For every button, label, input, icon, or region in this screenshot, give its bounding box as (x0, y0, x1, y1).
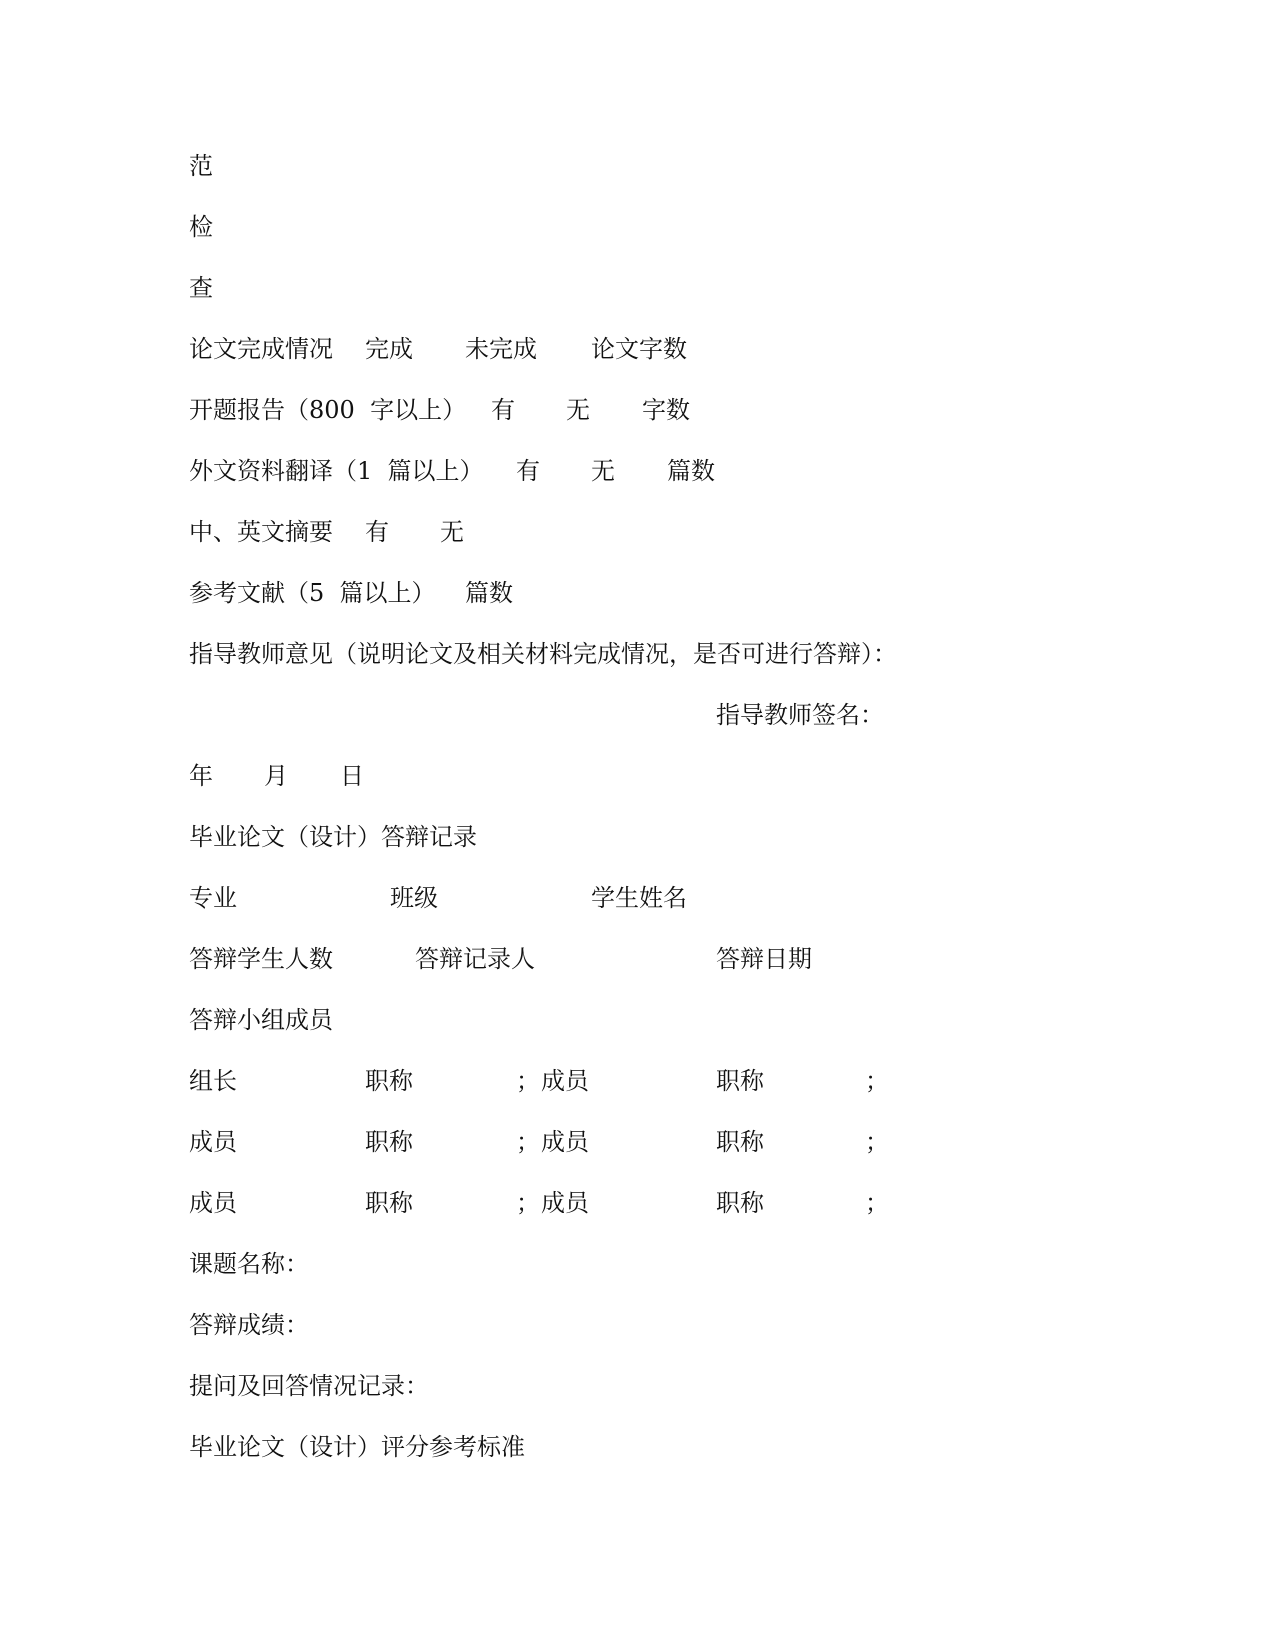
member-role-label: 成员 (189, 1189, 237, 1217)
date-line (189, 760, 589, 792)
proposal-word-count-label: 字数 (642, 396, 690, 424)
check-heading-char-2: 检 (189, 213, 213, 241)
advisor-opinion-label: 指导教师意见（说明论文及相关材料完成情况，是否可进行答辩）： (189, 640, 897, 668)
member-title-label: 职称 (365, 1128, 413, 1156)
topic-name-label: 课题名称： (189, 1250, 309, 1278)
member-role-label: 成员 (541, 1067, 589, 1095)
check-heading-char-3: 查 (189, 274, 213, 302)
qa-record-label: 提问及回答情况记录： (189, 1372, 429, 1400)
proposal-label: 开题报告（800 字以上） (189, 396, 467, 424)
references-label: 参考文献（5 篇以上） (189, 579, 436, 607)
proposal-option-no: 无 (566, 396, 590, 424)
member-title-label: 职称 (365, 1067, 413, 1095)
completion-option-done: 完成 (365, 335, 413, 363)
completion-label: 论文完成情况 (189, 335, 333, 363)
member-separator: ； (516, 1067, 540, 1095)
member-row (189, 1065, 1089, 1097)
abstract-option-yes: 有 (365, 518, 389, 546)
references-count-label: 篇数 (465, 579, 513, 607)
translation-option-yes: 有 (516, 457, 540, 485)
member-separator: ； (516, 1128, 540, 1156)
student-name-label: 学生姓名 (591, 884, 687, 912)
references-row (189, 577, 1089, 609)
member-row (189, 1126, 1089, 1158)
abstract-label: 中、英文摘要 (189, 518, 333, 546)
member-separator: ； (516, 1189, 540, 1217)
member-separator: ； (865, 1067, 889, 1095)
defense-info-row (189, 943, 1089, 975)
proposal-option-yes: 有 (491, 396, 515, 424)
student-info-row (189, 882, 1089, 914)
completion-option-not-done: 未完成 (465, 335, 537, 363)
date-month-label: 月 (264, 762, 288, 790)
translation-option-no: 无 (591, 457, 615, 485)
member-title-label: 职称 (716, 1128, 764, 1156)
member-role-label: 成员 (189, 1128, 237, 1156)
panel-members-label: 答辩小组成员 (189, 1006, 333, 1034)
recorder-label: 答辩记录人 (415, 945, 535, 973)
check-heading-char-1: 范 (189, 152, 213, 180)
translation-row (189, 455, 1089, 487)
student-count-label: 答辩学生人数 (189, 945, 333, 973)
completion-row (189, 333, 1089, 365)
abstract-row (189, 516, 1089, 548)
defense-score-label: 答辩成绩： (189, 1311, 309, 1339)
class-label: 班级 (390, 884, 438, 912)
proposal-row (189, 394, 1089, 426)
member-role-label: 成员 (541, 1128, 589, 1156)
member-role-label: 组长 (189, 1067, 237, 1095)
date-year-label: 年 (189, 762, 213, 790)
translation-count-label: 篇数 (667, 457, 715, 485)
member-title-label: 职称 (716, 1189, 764, 1217)
defense-date-label: 答辩日期 (716, 945, 812, 973)
defense-record-title: 毕业论文（设计）答辩记录 (189, 823, 477, 851)
advisor-signature-label: 指导教师签名： (716, 701, 884, 729)
abstract-option-no: 无 (440, 518, 464, 546)
member-role-label: 成员 (541, 1189, 589, 1217)
translation-label: 外文资料翻译（1 篇以上） (189, 457, 484, 485)
completion-word-count-label: 论文字数 (591, 335, 687, 363)
member-row (189, 1187, 1089, 1219)
member-title-label: 职称 (365, 1189, 413, 1217)
member-separator: ； (865, 1189, 889, 1217)
major-label: 专业 (189, 884, 237, 912)
scoring-standard-title: 毕业论文（设计）评分参考标准 (189, 1433, 525, 1461)
member-separator: ； (865, 1128, 889, 1156)
date-day-label: 日 (340, 762, 364, 790)
member-title-label: 职称 (716, 1067, 764, 1095)
